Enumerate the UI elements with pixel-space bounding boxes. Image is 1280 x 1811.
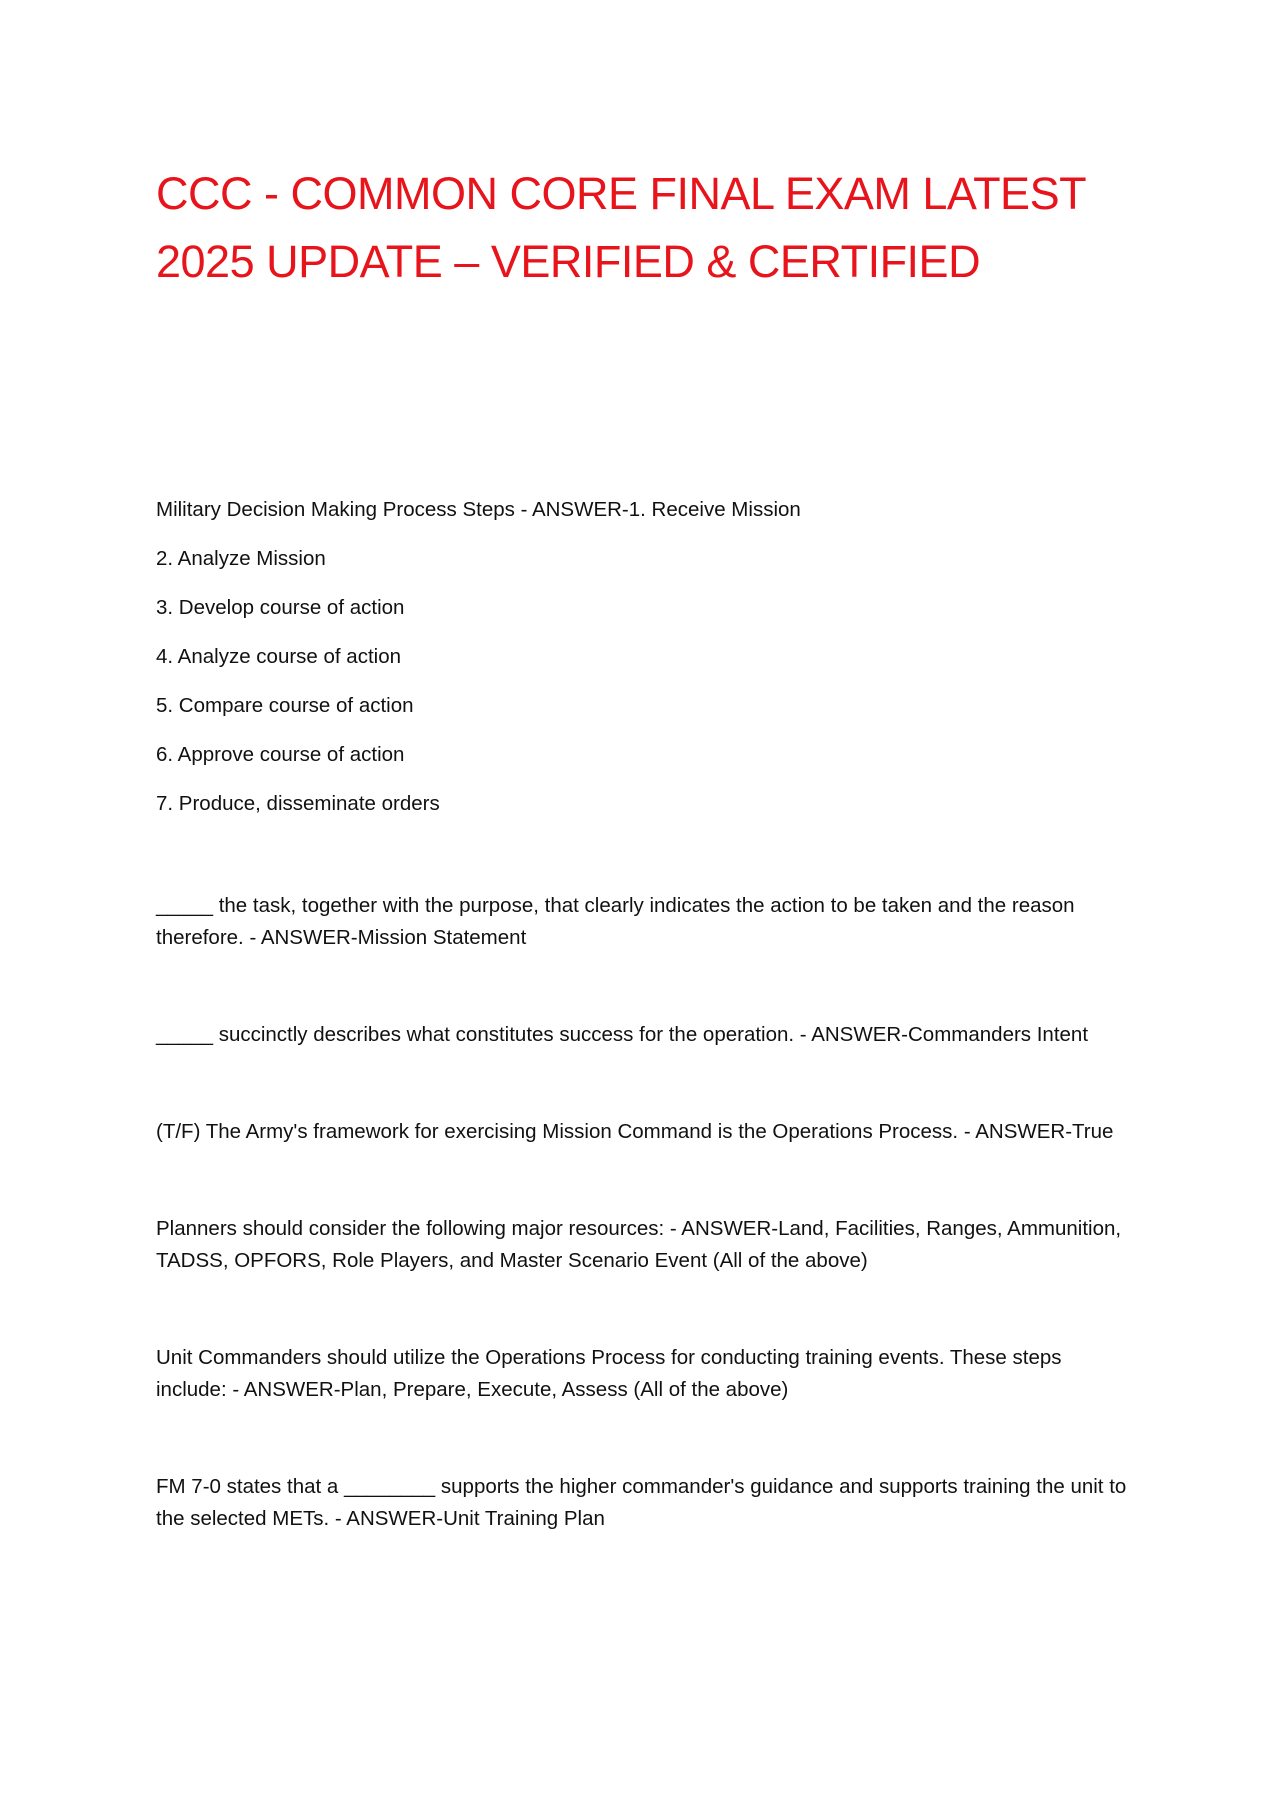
mdmp-steps-block [156,494,1136,837]
qa-item: Planners should consider the following major resources: - ANSWER-Land, Facilities, Ranges, Ammunition, TADSS, OPFORS, Role Players, and Master Scenario Event (All of the above) [156,1217,1122,1272]
title-line-2: 2025 UPDATE – VERIFIED & CERTIFIED [156,236,981,287]
mdmp-question: Military Decision Making Process Steps - ANSWER-1. Receive Mission [156,498,801,521]
qa-item: Unit Commanders should utilize the Operations Process for conducting training events. These steps include: - ANSWER-Plan, Prepare, Execute, Assess (All of the above) [156,1346,1062,1401]
mdmp-step: 5. Compare course of action [156,694,414,717]
mdmp-step: 2. Analyze Mission [156,547,326,570]
mdmp-step: 7. Produce, disseminate orders [156,792,440,815]
mdmp-step: 6. Approve course of action [156,743,405,766]
document-title [156,160,1136,296]
title-line-1: CCC - COMMON CORE FINAL EXAM LATEST [156,168,1087,219]
qa-item: _____ the task, together with the purpose, that clearly indicates the action to be taken and the reason therefore. - ANSWER-Mission Statement [156,894,1075,949]
mdmp-step: 3. Develop course of action [156,596,405,619]
mdmp-step: 4. Analyze course of action [156,645,402,668]
qa-item: (T/F) The Army's framework for exercising Mission Command is the Operations Process. - ANSWER-True [156,1120,1114,1143]
qa-item: FM 7-0 states that a ________ supports the higher commander's guidance and supports training the unit to the selected METs. - ANSWER-Unit Training Plan [156,1475,1127,1530]
document-body [156,494,1136,1535]
qa-item: _____ succinctly describes what constitutes success for the operation. - ANSWER-Commanders Intent [156,1023,1089,1046]
